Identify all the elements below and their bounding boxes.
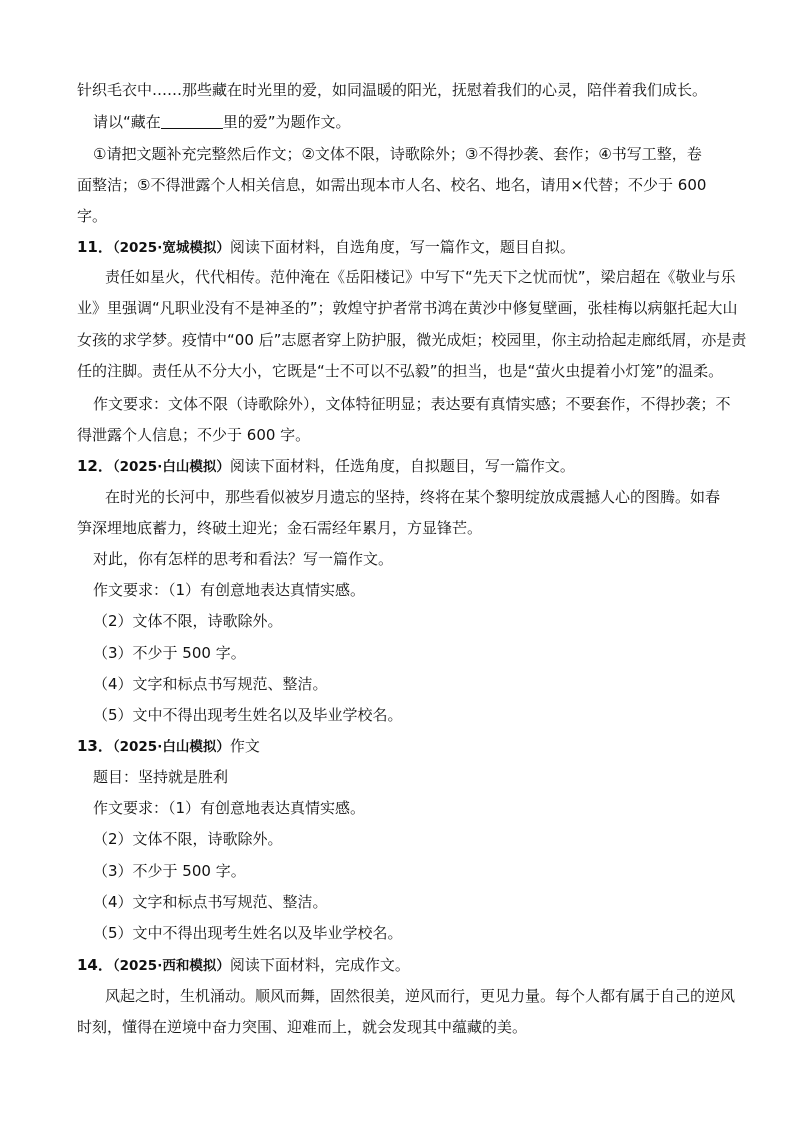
question-14-header [77, 954, 410, 977]
q13-title: 题目：坚持就是胜利 [93, 768, 229, 786]
q12-requirement-2: （3）不少于 500 字。 [93, 644, 246, 662]
prompt-suffix: 里的爱”为题作文。 [222, 113, 351, 131]
q14-material-2: 时刻，懂得在逆境中奋力突围、迎难而上，就会发现其中蕴藏的美。 [77, 1018, 528, 1036]
q13-requirement-3: （4）文字和标点书写规范、整洁。 [93, 893, 328, 911]
question-number: 14． [77, 956, 113, 974]
intro-prompt [93, 111, 351, 133]
question-prompt: 阅读下面材料，自选角度，写一篇作文，题目自拟。 [229, 238, 575, 256]
prompt-prefix: 请以“藏在 [93, 113, 161, 131]
question-prompt: 阅读下面材料，完成作文。 [229, 956, 410, 974]
question-12-header [77, 455, 575, 478]
q11-requirement-1: 作文要求：文体不限（诗歌除外），文体特征明显；表达要有真情实感；不要套作，不得抄袭；不 [93, 395, 731, 413]
q11-material-1: 责任如星火，代代相传。范仲淹在《岳阳楼记》中写下“先天下之忧而忧”，梁启超在《敬业与乐 [105, 268, 736, 286]
intro-requirement-3: 字。 [77, 207, 108, 225]
q12-material-1: 在时光的长河中，那些看似被岁月遗忘的坚持，终将在某个黎明绽放成震撼人心的图腾。如春 [105, 488, 721, 506]
q13-requirement-1: （2）文体不限，诗歌除外。 [93, 830, 283, 848]
intro-requirement-2: 面整洁；⑤不得泄露个人相关信息，如需出现本市人名、校名、地名，请用×代替；不少于 600 [77, 176, 707, 194]
q12-requirement-0: 作文要求：（1）有创意地表达真情实感。 [93, 581, 366, 599]
q12-requirement-3: （4）文字和标点书写规范、整洁。 [93, 675, 328, 693]
q13-requirement-0: 作文要求：（1）有创意地表达真情实感。 [93, 799, 366, 817]
question-source: （2025·宽城模拟） [112, 240, 230, 256]
intro-requirement-1: ①请把文题补充完整然后作文；②文体不限，诗歌除外；③不得抄袭、套作；④书写工整，卷 [93, 145, 702, 163]
question-number: 12． [77, 457, 113, 475]
q12-material-2: 笋深埋地底蓄力，终破土迎光；金石需经年累月，方显锋芒。 [77, 519, 483, 537]
q11-material-3: 女孩的求学梦。疫情中“00 后”志愿者穿上防护服，微光成炬；校园里，你主动拾起走廊纸屑，亦是责 [77, 331, 747, 349]
question-source: （2025·白山模拟） [112, 459, 230, 475]
q14-material-1: 风起之时，生机涌动。顺风而舞，固然很美，逆风而行，更见力量。每个人都有属于自己的逆风 [105, 987, 736, 1005]
question-13-header [77, 735, 260, 758]
question-11-header [77, 236, 575, 259]
q12-question: 对此，你有怎样的思考和看法？写一篇作文。 [93, 550, 394, 568]
question-source: （2025·白山模拟） [112, 739, 230, 755]
q11-material-2: 业》里强调“凡职业没有不是神圣的”；敦煌守护者常书鸿在黄沙中修复壁画，张桂梅以病躯托起大山 [77, 299, 738, 317]
q13-requirement-4: （5）文中不得出现考生姓名以及毕业学校名。 [93, 924, 403, 942]
q12-requirement-1: （2）文体不限，诗歌除外。 [93, 612, 283, 630]
intro-line-1: 针织毛衣中……那些藏在时光里的爱，如同温暖的阳光，抚慰着我们的心灵，陪伴着我们成长。 [77, 81, 708, 99]
q13-requirement-2: （3）不少于 500 字。 [93, 862, 246, 880]
question-prompt: 作文 [229, 737, 260, 755]
title-blank [161, 114, 223, 129]
q11-material-4: 任的注脚。责任从不分大小，它既是“士不可以不弘毅”的担当，也是“萤火虫提着小灯笼”的温柔。 [77, 362, 724, 380]
question-source: （2025·西和模拟） [112, 958, 230, 974]
question-number: 13． [77, 737, 113, 755]
question-number: 11． [77, 238, 113, 256]
q11-requirement-2: 得泄露个人信息；不少于 600 字。 [77, 426, 311, 444]
question-prompt: 阅读下面材料，任选角度，自拟题目，写一篇作文。 [229, 457, 575, 475]
q12-requirement-4: （5）文中不得出现考生姓名以及毕业学校名。 [93, 706, 403, 724]
